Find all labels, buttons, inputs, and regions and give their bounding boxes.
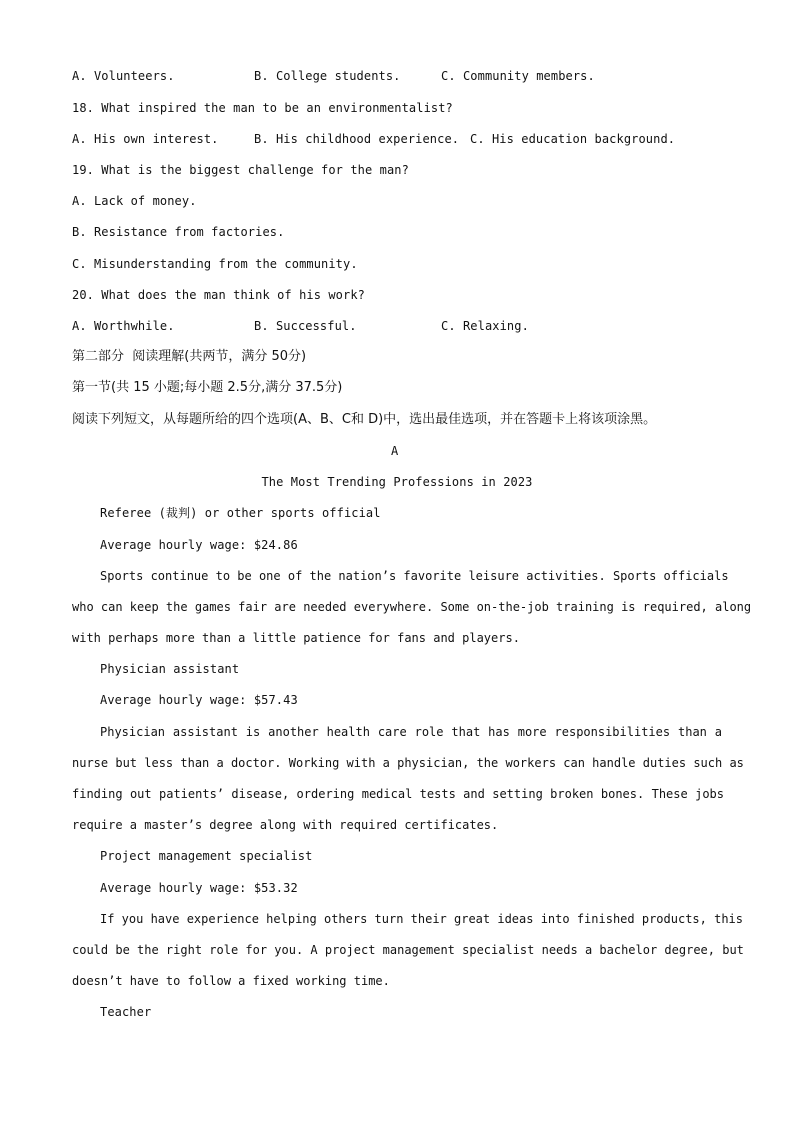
job-name: Referee (裁判) or other sports official [100, 506, 381, 520]
paragraph-line: Physician assistant is another health care role that has more responsibilities than a [100, 725, 722, 739]
option-b: B. Resistance from factories. [72, 225, 285, 239]
paragraph-line: could be the right role for you. A project management specialist needs a bachelor degree, but [72, 943, 744, 957]
option-b: B. Successful. [254, 319, 357, 333]
job-wage: Average hourly wage: $57.43 [100, 693, 298, 707]
paragraph-line: who can keep the games fair are needed everywhere. Some on-the-job training is required, along [72, 600, 752, 614]
paragraph-line: with perhaps more than a little patience for fans and players. [72, 631, 520, 645]
option-c: C. Misunderstanding from the community. [72, 257, 358, 271]
option-a: A. Lack of money. [72, 194, 197, 208]
option-b: B. College students. [254, 69, 401, 83]
job-wage: Average hourly wage: $24.86 [100, 538, 298, 552]
option-c: C. Relaxing. [441, 319, 529, 333]
passage-letter: A [391, 444, 399, 458]
option-a: A. Worthwhile. [72, 319, 175, 333]
paragraph-line: require a master’s degree along with required certificates. [72, 818, 499, 832]
passage-title: The Most Trending Professions in 2023 [261, 475, 533, 489]
paragraph-line: If you have experience helping others turn their great ideas into finished products, this [100, 912, 743, 926]
job-wage: Average hourly wage: $53.32 [100, 881, 298, 895]
question-stem: 18. What inspired the man to be an environmentalist? [72, 101, 453, 115]
option-a: A. His own interest. [72, 132, 219, 146]
question-stem: 20. What does the man think of his work? [72, 288, 365, 302]
option-b: B. His childhood experience. [254, 132, 460, 146]
paragraph-line: doesn’t have to follow a fixed working time. [72, 974, 390, 988]
paragraph-line: nurse but less than a doctor. Working with a physician, the workers can handle duties such as [72, 756, 744, 770]
job-name: Teacher [100, 1005, 152, 1019]
instructions: 阅读下列短文，从每题所给的四个选项(A、B、C和 D)中，选出最佳选项，并在答题卡上将该项涂黑。 [72, 412, 657, 427]
question-stem: 19. What is the biggest challenge for the man? [72, 163, 409, 177]
option-c: C. His education background. [470, 132, 676, 146]
paragraph-line: Sports continue to be one of the nation’s favorite leisure activities. Sports officials [100, 569, 729, 583]
option-c: C. Community members. [441, 69, 595, 83]
part-heading: 第二部分 阅读理解(共两节，满分 50分) [72, 349, 307, 364]
option-a: A. Volunteers. [72, 69, 175, 83]
job-name: Project management specialist [100, 849, 313, 863]
section-heading: 第一节(共 15 小题;每小题 2.5分,满分 37.5分) [72, 380, 343, 395]
paragraph-line: finding out patients’ disease, ordering medical tests and setting broken bones. These jobs [72, 787, 724, 801]
job-name: Physician assistant [100, 662, 240, 676]
